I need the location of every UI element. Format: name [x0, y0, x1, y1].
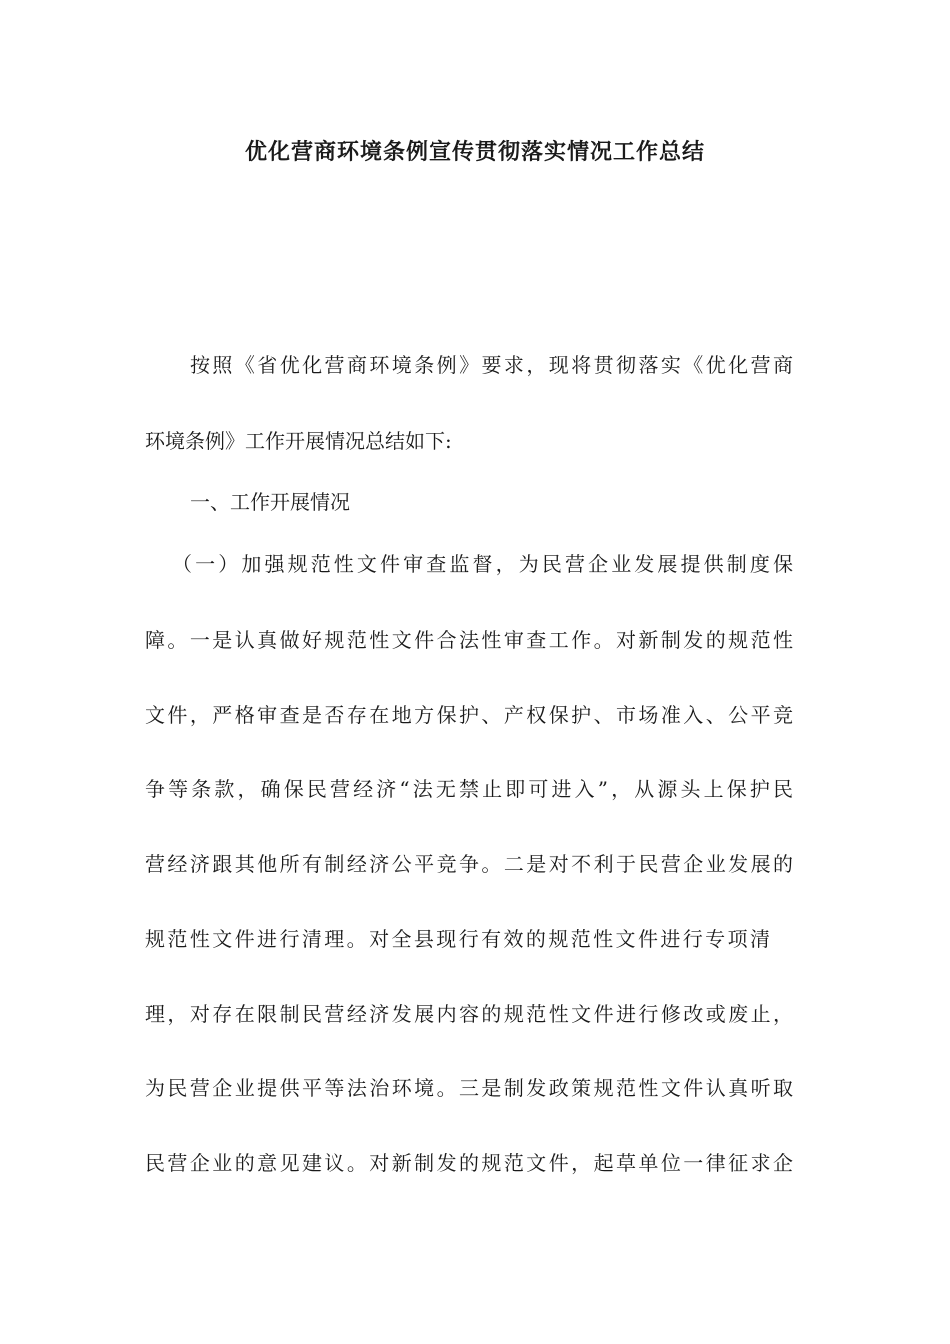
paragraph-line: 争等条款，确保民营经济“法无禁止即可进入”，从源头上保护民 — [145, 777, 793, 801]
paragraph-line: 障。一是认真做好规范性文件合法性审查工作。对新制发的规范性 — [145, 628, 793, 652]
section-heading: 一、工作开展情况 — [190, 490, 350, 514]
paragraph-line: 民营企业的意见建议。对新制发的规范文件，起草单位一律征求企 — [145, 1151, 793, 1175]
paragraph-line: 文件，严格审查是否存在地方保护、产权保护、市场准入、公平竞 — [145, 703, 793, 727]
paragraph-line: 为民营企业提供平等法治环境。三是制发政策规范性文件认真听取 — [145, 1076, 793, 1100]
paragraph-line: 环境条例》工作开展情况总结如下: — [145, 429, 452, 453]
document-title: 优化营商环境条例宣传贯彻落实情况工作总结 — [244, 139, 705, 165]
paragraph-line: 规范性文件进行清理。对全县现行有效的规范性文件进行专项清 — [145, 927, 770, 951]
paragraph-line: 营经济跟其他所有制经济公平竞争。二是对不利于民营企业发展的 — [145, 852, 793, 876]
paragraph-line: 按照《省优化营商环境条例》要求，现将贯彻落实《优化营商 — [190, 353, 793, 377]
paragraph-line: （一）加强规范性文件审查监督，为民营企业发展提供制度保 — [172, 552, 793, 576]
paragraph-line: 理，对存在限制民营经济发展内容的规范性文件进行修改或废止， — [145, 1002, 793, 1026]
